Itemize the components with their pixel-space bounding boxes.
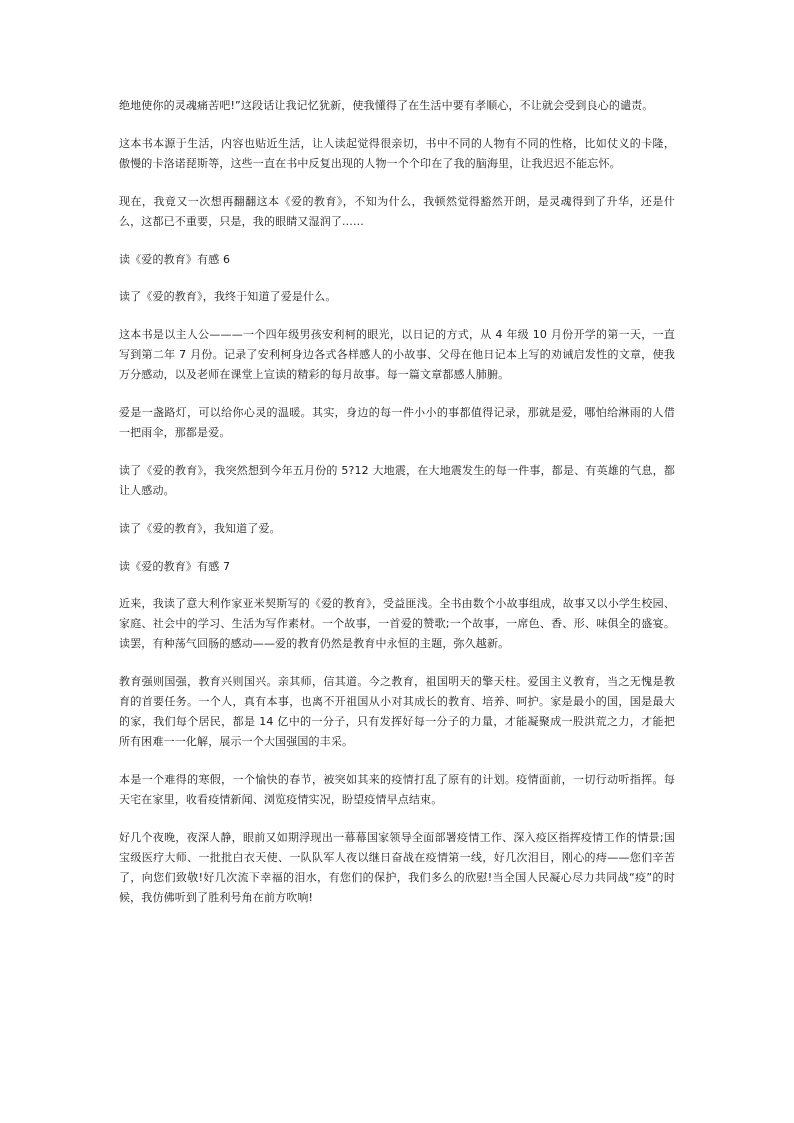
paragraph-reread: 现在，我竟又一次想再翻翻这本《爱的教育》，不知为什么，我顿然觉得豁然开朗，是灵魂得到了升华，还是什么，这都已不重要，只是，我的眼睛又湿润了...... [119,195,675,228]
paragraph-love-lamp: 爱是一盏路灯，可以给你心灵的温暖。其实，身边的每一件小小的事都值得记录，那就是爱，哪怕给淋雨的人借一把雨伞，那都是爱。 [119,406,675,439]
paragraph-winter-break: 本是一个难得的寒假，一个愉快的春节，被突如其来的疫情打乱了原有的计划。疫情面前，一切行动听指挥。每天宅在家里，收看疫情新闻、浏览疫情实况，盼望疫情早点结束。 [119,773,675,806]
paragraph-enrico-diary: 这本书是以主人公———一个四年级男孩安利柯的眼光，以日记的方式，从 4 年级 10 月份开学的第一天，一直写到第二年 7 月份。记录了安利柯身边各式各样感人的小故事、父母在他日记本上写的劝诫启发性的文章，使我万分感动，以及老师在课堂上宣读的精彩的每月故事。每一篇文章都感人肺腑。 [119,328,675,381]
document-body [119,96,675,926]
paragraph-earthquake: 读了《爱的教育》，我突然想到今年五月份的 5?12 大地震，在大地震发生的每一件事，都是、有英雄的气息，都让人感动。 [119,464,675,497]
paragraph-amicis-book: 近来，我读了意大利作家亚米契斯写的《爱的教育》，受益匪浅。全书由数个小故事组成，故事又以小学生校园、家庭、社会中的学习、生活为写作素材。一个故事，一首爱的赞歌;一个故事，一席色、香、形、味俱全的盛宴。读罢，有种荡气回肠的感动——爱的教育仍然是教育中永恒的主题，弥久越新。 [119,597,675,650]
paragraph-filial-piety: 绝地使你的灵魂痛苦吧!”这段话让我记忆犹新，使我懂得了在生活中要有孝顺心，不让就会受到良心的谴责。 [119,99,654,112]
section-heading-7: 读《爱的教育》有感 7 [119,560,231,573]
paragraph-know-love: 读了《爱的教育》，我知道了爱。 [119,522,281,535]
paragraph-what-is-love: 读了《爱的教育》，我终于知道了爱是什么。 [119,290,337,303]
paragraph-night-thoughts: 好几个夜晚，夜深人静，眼前又如期浮现出一幕幕国家领导全面部署疫情工作、深入疫区指挥疫情工作的情景;国宝级医疗大师、一批批白衣天使、一队队军人夜以继日奋战在疫情第一线，好几次泪目，刚心的痔——您们辛苦了，向您们致敬!好几次流下幸福的泪水，有您们的保护，我们多么的欣慰!当全国人民凝心尽力共同战“疫”的时候，我仿佛听到了胜利号角在前方吹响! [119,831,675,904]
paragraph-book-characters: 这本书本源于生活，内容也贴近生活，让人读起觉得很亲切，书中不同的人物有不同的性格，比如仗义的卡隆，傲慢的卡洛诺琵斯等，这些一直在书中反复出现的人物一个个印在了我的脑海里，让我迟迟不能忘怀。 [119,137,675,170]
paragraph-education-nation: 教育强则国强，教育兴则国兴。亲其师，信其道。今之教育，祖国明天的擎天柱。爱国主义教育，当之无愧是教育的首要任务。一个人，真有本事，也离不开祖国从小对其成长的教育、培养、呵护。家是最小的国，国是最大的家，我们每个居民，都是 14 亿中的一分子，只有发挥好每一分子的力量，才能凝聚成一股洪荒之力，才能把所有困难一一化解，展示一个大国强国的丰采。 [119,675,675,748]
section-heading-6: 读《爱的教育》有感 6 [119,253,231,266]
